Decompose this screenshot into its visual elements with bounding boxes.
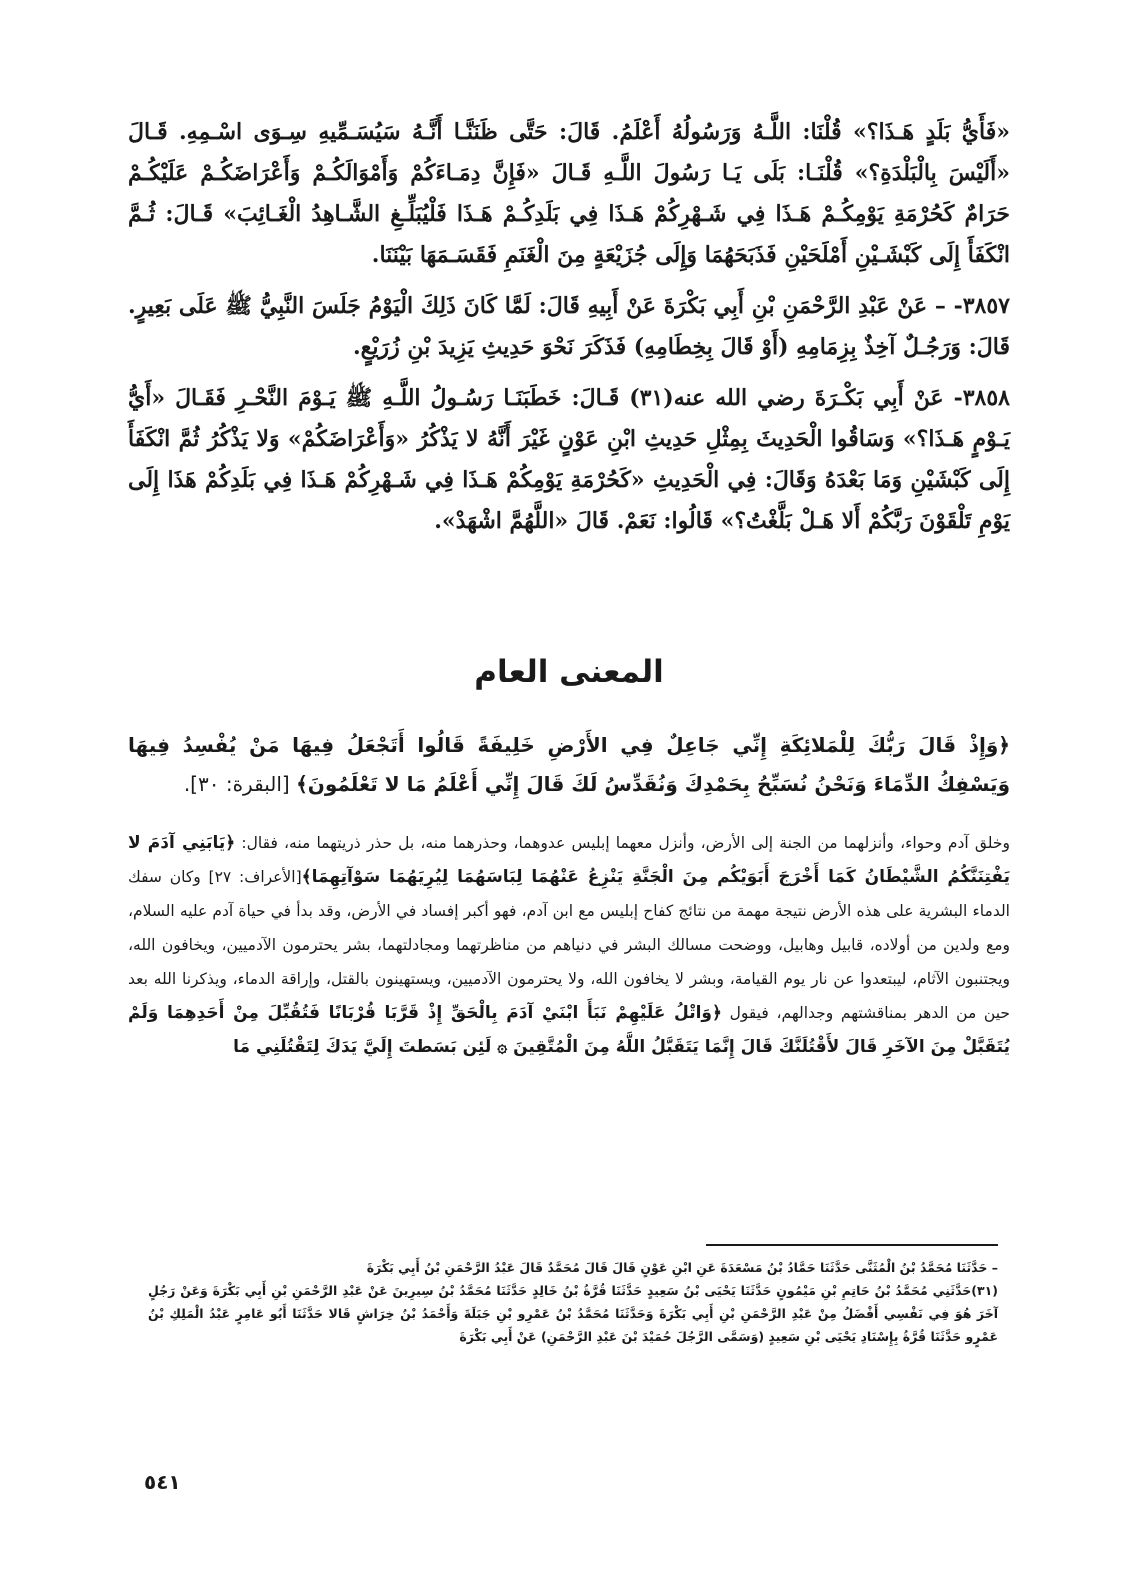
section-title: المعنى العام [474, 654, 664, 690]
quran-intro [128, 726, 1010, 804]
hadith-3858-number: ٣٨٥٨- [943, 385, 1010, 411]
footnote-line-1: – حَدَّثَنَا مُحَمَّدُ بْنُ الْمُثَنَّى حَدَّثَنَا حَمَّادُ بْنُ مَسْعَدَةَ عَنِ ابْنِ عَوْنٍ قَالَ قَالَ مُحَمَّدٌ قَالَ عَبْدُ الرَّحْمَنِ بْنُ أَبِي بَكْرَةَ [366, 1260, 998, 1275]
page-number: ٥٤١ [144, 1470, 181, 1494]
hadith-3857 [128, 286, 1010, 368]
quran-intro-ref: [البقرة: ٣٠]. [183, 772, 297, 796]
explanation-ayah-2: ﴿وَاتْلُ عَلَيْهِمْ نَبَأَ ابْنَيْ آدَمَ بِالْحَقِّ إِذْ قَرَّبَا قُرْبَانًا فَتُقُبِّلَ مِنْ أَحَدِهِمَا وَلَمْ يُتَقَبَّلْ مِنَ الآخَرِ قَالَ لأَقْتُلَنَّكَ قَالَ إِنَّمَا يَتَقَبَّلُ اللَّهُ مِنَ الْمُتَّقِينَ ۞ لَئِن بَسَطتَ إِلَيَّ يَدَكَ لِتَقْتُلَنِي مَا [128, 1003, 1010, 1057]
footnote-31: (٣١)حَدَّثَنِي مُحَمَّدُ بْنُ حَاتِمِ بْنِ مَيْمُونٍ حَدَّثَنَا يَحْيَى بْنُ سَعِيدٍ حَدَّثَنَا قُرَّةُ بْنُ خَالِدٍ حَدَّثَنَا مُحَمَّدُ بْنُ سِيرِينَ عَنْ عَبْدِ الرَّحْمَنِ بْنِ أَبِي بَكْرَةَ وَعَنْ رَجُلٍ آخَرَ هُوَ فِي نَفْسِي أَفْضَلُ مِنْ عَبْدِ الرَّحْمَنِ بْنِ أَبِي بَكْرَةَ وَحَدَّثَنَا مُحَمَّدُ بْنُ عَمْرِو بْنِ جَبَلَةَ وَأَحْمَدُ بْنُ خِرَاشٍ قَالا حَدَّثَنَا أَبُو عَامِرٍ عَبْدُ الْمَلِكِ بْنُ عَمْرٍو حَدَّثَنَا قُرَّةُ بِإِسْنَادِ يَحْيَى بْنِ سَعِيدٍ (وَسَمَّى الرَّجُلَ حُمَيْدَ بْنَ عَبْدِ الرَّحْمَنِ) عَنْ أَبِي بَكْرَةَ [148, 1283, 998, 1344]
explanation-paragraph [128, 826, 1010, 1064]
hadith-section [128, 112, 1010, 542]
explanation-part-2: وكان سفك الدماء البشرية على هذه الأرض نتيجة مهمة من نتائج كفاح إبليس مع ابن آدم، فهو أكبر إفساد في الأرض، وقد بدأ في حياة آدم عليه السلام، ومع ولدين من أولاده، قابيل وهابيل، ووضحت مسالك البشر في دنياهم من مناظرتهما ومجادلتهما، بشر يحترمون الآدميين، ويخافون الله، ويجتنبون الآثام، ليبتعدوا عن نار يوم القيامة، وبشر لا يخافون الله، ولا يحترمون الآدميين، ويستهينون بالقتل، وإراقة الدماء، ويذكرنا الله بعد حين من الدهر بمناقشتهم وجدالهم، فيقول [128, 868, 1010, 1022]
explanation-section [128, 826, 1010, 1064]
footnote-divider [706, 1244, 998, 1246]
hadith-3857-text: – عَنْ عَبْدِ الرَّحْمَنِ بْنِ أَبِي بَكْرَةَ عَنْ أَبِيهِ قَالَ: لَمَّا كَانَ ذَلِكَ الْيَوْمُ جَلَسَ النَّبِيُّ ﷺ عَلَى بَعِيرٍ. قَالَ: وَرَجُـلٌ آخِذٌ بِزِمَامِهِ (أَوْ قَالَ بِخِطَامِهِ) فَذَكَرَ نَحْوَ حَدِيثِ يَزِيدَ بْنِ زُرَيْعٍ. [128, 293, 1010, 360]
hadith-3858-text: عَنْ أَبِي بَكْـرَةَ رضي الله عنه(٣١) قَـالَ: خَطَبَنَـا رَسُـولُ اللَّـهِ ﷺ يَـوْمَ النَّحْـرِ فَقَـالَ «أَيُّ يَـوْمٍ هَـذَا؟» وَسَاقُوا الْحَدِيثَ بِمِثْلِ حَدِيثِ ابْنِ عَوْنٍ غَيْرَ أَنَّهُ لا يَذْكُرُ «وَأَعْرَاضَكُمْ» وَلا يَذْكُرُ ثُمَّ انْكَفَأَ إِلَى كَبْشَيْنِ وَمَا بَعْدَهُ وَقَالَ: فِي الْحَدِيثِ «كَحُرْمَةِ يَوْمِكُمْ هَـذَا فِي شَـهْرِكُمْ هَـذَا فِي بَلَدِكُمْ هَذَا إِلَى يَوْمِ تَلْقَوْنَ رَبَّكُمْ أَلا هَـلْ بَلَّغْتُ؟» قَالُوا: نَعَمْ. قَالَ «اللَّهُمَّ اشْهَدْ». [128, 385, 1010, 534]
explanation-ref-1: [الأعراف: ٢٧] [208, 868, 302, 886]
quran-intro-paragraph [128, 726, 1010, 804]
explanation-ayah-1: ﴿يَابَنِي آدَمَ لا يَفْتِنَنَّكُمُ الشَّيْطَانُ كَمَا أَخْرَجَ أَبَوَيْكُم مِنَ الْجَنَّةِ يَنْزِعُ عَنْهُمَا لِبَاسَهُمَا لِيُرِيَهُمَا سَوْآتِهِمَا﴾ [128, 833, 1010, 887]
explanation-part-1: وخلق آدم وحواء، وأنزلهما من الجنة إلى الأرض، وأنزل معهما إبليس عدوهما، وحذرهما منه، بل حذر ذريتهما منه، فقال: [235, 834, 1010, 852]
hadith-3858 [128, 378, 1010, 542]
quran-intro-verse: ﴿وَإِذْ قَالَ رَبُّكَ لِلْمَلائِكَةِ إِنِّي جَاعِلٌ فِي الأَرْضِ خَلِيفَةً قَالُوا أَتَجْعَلُ فِيهَا مَنْ يُفْسِدُ فِيهَا وَيَسْفِكُ الدِّمَاءَ وَنَحْنُ نُسَبِّحُ بِحَمْدِكَ وَنُقَدِّسُ لَكَ قَالَ إِنِّي أَعْلَمُ مَا لا تَعْلَمُونَ﴾ [128, 733, 1010, 796]
footnotes [148, 1256, 998, 1348]
hadith-continuation: «فَأَيُّ بَلَدٍ هَـذَا؟» قُلْنَا: اللَّـهُ وَرَسُولُهُ أَعْلَمُ. قَالَ: حَتَّى ظَنَنَّـا أَنَّـهُ سَيُسَـمِّيهِ سِـوَى اسْـمِهِ. قَـالَ «أَلَيْسَ بِالْبَلْدَةِ؟» قُلْنَـا: بَلَى يَـا رَسُولَ اللَّـهِ قَـالَ «فَإِنَّ دِمَـاءَكُمْ وَأَمْوَالَكُـمْ وَأَعْرَاضَكُـمْ عَلَيْكُـمْ حَرَامٌ كَحُرْمَةِ يَوْمِكُـمْ هَـذَا فِي شَـهْرِكُمْ هَـذَا فِي بَلَدِكُـمْ هَـذَا فَلْيُبَلِّـغِ الشَّـاهِدُ الْغَـائِبَ» قَـالَ: ثُـمَّ انْكَفَأَ إِلَى كَبْشَـيْنِ أَمْلَحَيْنِ فَذَبَحَهُمَا وَإِلَى جُزَيْعَةٍ مِنَ الْغَنَمِ فَقَسَـمَهَا بَيْنَنَا. [128, 119, 1010, 268]
hadith-3857-number: ٣٨٥٧- [945, 293, 1010, 319]
